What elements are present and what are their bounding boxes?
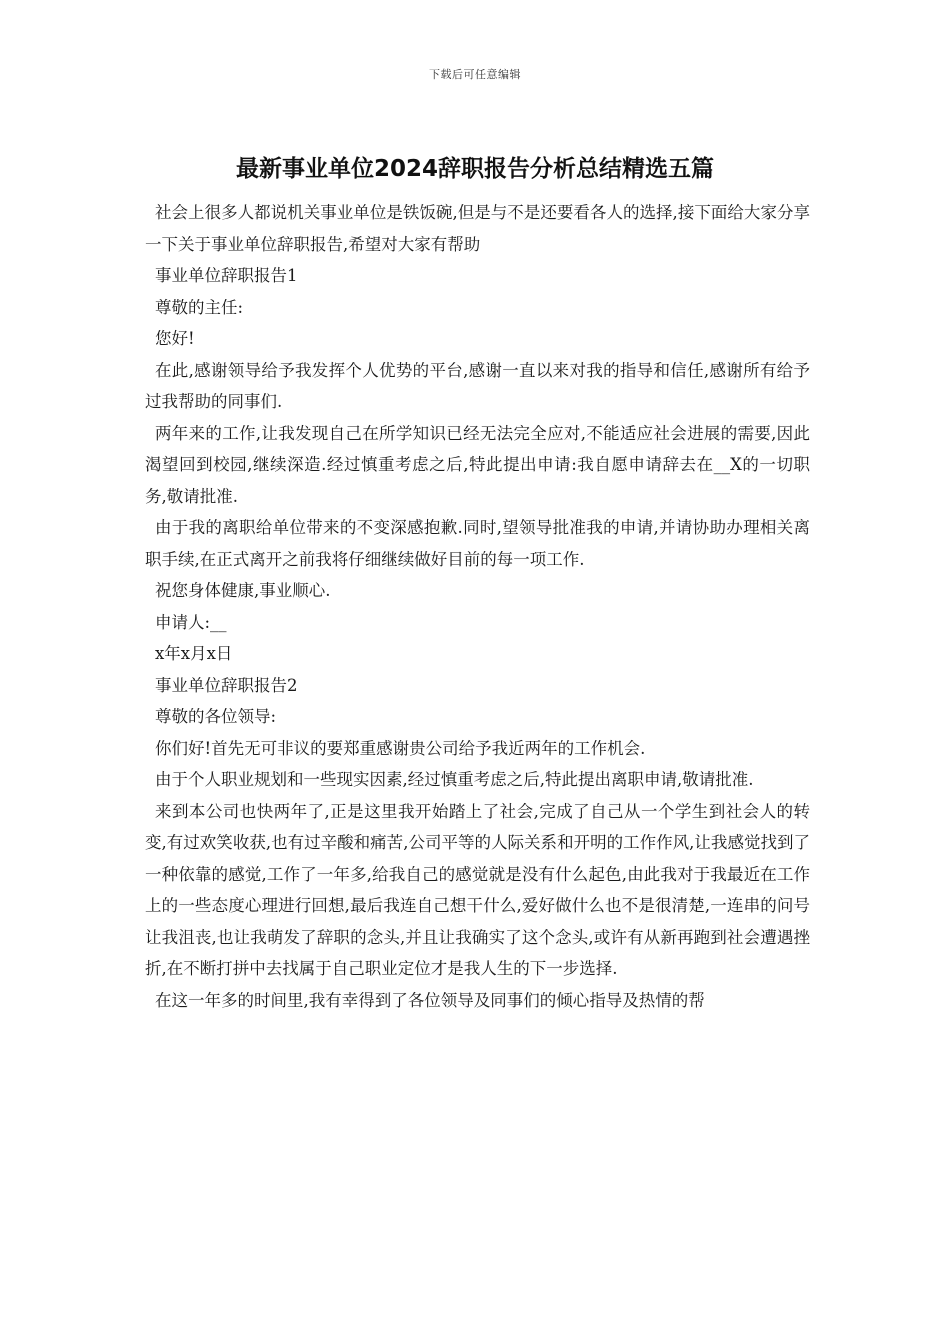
greeting-1: 您好! (155, 329, 195, 348)
greeting-2: 你们好!首先无可非议的要郑重感谢贵公司给予我近两年的工作机会. (155, 738, 646, 758)
section-heading-1: 事业单位辞职报告1 (155, 266, 298, 285)
paragraph-intro: 社会上很多人都说机关事业单位是铁饭碗,但是与不是还要看各人的选择,接下面给大家分享一下关于事业单位辞职报告,希望对大家有帮助 (145, 203, 810, 254)
closing-wish: 祝您身体健康,事业顺心. (155, 581, 331, 600)
document-body (145, 197, 810, 1016)
paragraph-reason: 两年来的工作,让我发现自己在所学知识已经无法完全应对,不能适应社会进展的需要,因此渴望回到校园,继续深造.经过慎重考虑之后,特此提出申请:我自愿申请辞去在__X的一切职务,敬请批准. (145, 423, 810, 506)
paragraph-request: 由于个人职业规划和一些现实因素,经过慎重考虑之后,特此提出离职申请,敬请批准. (155, 770, 754, 789)
salutation-2: 尊敬的各位领导: (155, 707, 277, 726)
paragraph-thanks: 在此,感谢领导给予我发挥个人优势的平台,感谢一直以来对我的指导和信任,感谢所有给予过我帮助的同事们. (145, 360, 810, 411)
paragraph-apology: 由于我的离职给单位带来的不变深感抱歉.同时,望领导批准我的申请,并请协助办理相关离职手续,在正式离开之前我将仔细继续做好目前的每一项工作. (145, 518, 810, 569)
document-title: 最新事业单位2024辞职报告分析总结精选五篇 (235, 156, 714, 182)
header-note: 下载后可任意编辑 (429, 68, 521, 81)
paragraph-gratitude: 在这一年多的时间里,我有幸得到了各位领导及同事们的倾心指导及热情的帮 (155, 990, 705, 1010)
salutation-1: 尊敬的主任: (155, 297, 244, 317)
section-heading-2: 事业单位辞职报告2 (155, 675, 298, 695)
applicant-line: 申请人:__ (155, 612, 227, 632)
date-line: x年x月x日 (155, 644, 233, 663)
paragraph-experience: 来到本公司也快两年了,正是这里我开始踏上了社会,完成了自己从一个学生到社会人的转变,有过欢笑收获,也有过辛酸和痛苦,公司平等的人际关系和开明的工作作风,让我感觉找到了一种依靠的感觉,工作了一年多,给我自己的感觉就是没有什么起色,由此我对于我最近在工作上的一些态度心理进行回想,最后我连自己想干什么,爱好做什么也不是很清楚,一连串的问号让我沮丧,也让我萌发了辞职的念头,并且让我确实了这个念头,或许有从新再跑到社会遭遇挫折,在不断打拼中去找属于自己职业定位才是我人生的下一步选择. (145, 801, 810, 978)
